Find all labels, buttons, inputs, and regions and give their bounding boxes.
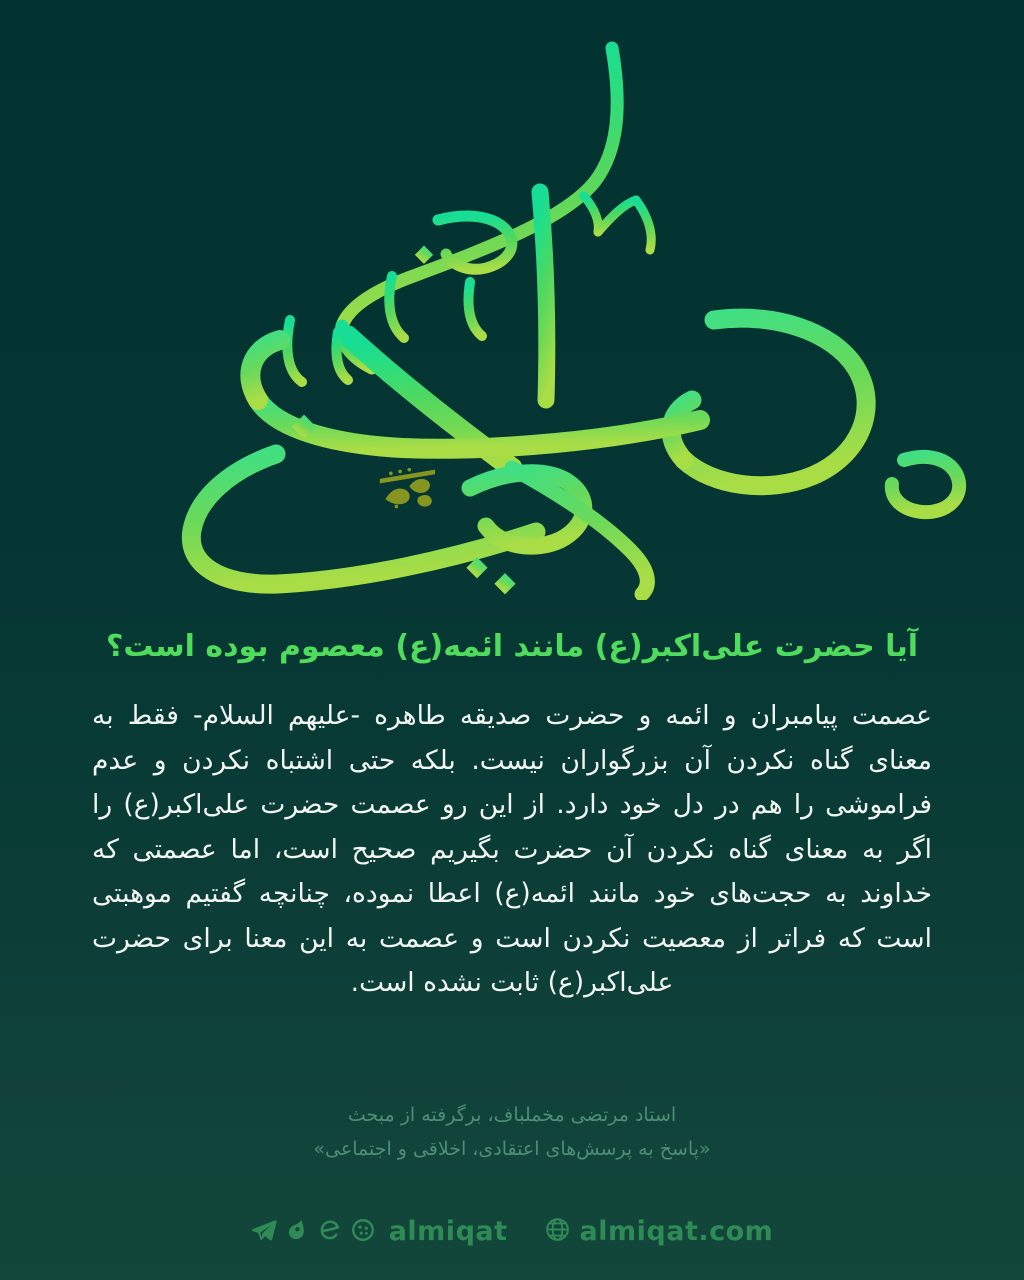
social-handle-label: almiqat xyxy=(388,1216,508,1247)
honorific-mark xyxy=(380,468,435,508)
body-paragraph: عصمت پیامبران و ائمه و حضرت صدیقه طاهره -علیهم السلام- فقط به معنای گناه نکردن آن بزرگواران نیست. بلکه حتی اشتباه نکردن و عدم فراموشی را هم در دل خود دارد. از این رو عصمت حضرت علی‌اکبر(ع) را اگر به معنای گناه نکردن آن حضرت بگیریم صحیح است، اما عصمتی که خداوند به حجت‌های خود مانند ائمه(ع) اعطا نموده، چنانچه گفتیم موهبتی است که فراتر از معصیت نکردن است و عصمت به این معنا برای حضرت علی‌اکبر(ع) ثابت نشده است. xyxy=(92,700,932,998)
globe-icon xyxy=(544,1216,571,1247)
social-handle[interactable] xyxy=(251,1216,508,1247)
social-icon-list xyxy=(251,1217,376,1247)
attribution-line-1: استاد مرتضی مخملباف، برگرفته از مبحث xyxy=(347,1104,677,1126)
bale-icon[interactable] xyxy=(284,1217,310,1247)
attribution-line-2: «پاسخ به پرسش‌های اعتقادی، اخلاقی و اجتماعی» xyxy=(313,1138,711,1160)
rubika-icon[interactable] xyxy=(350,1217,376,1247)
telegram-icon[interactable] xyxy=(251,1217,277,1247)
attribution xyxy=(92,1098,932,1166)
page-title: آیا حضرت علی‌اکبر(ع) مانند ائمه(ع) معصوم بوده است؟ xyxy=(106,629,918,664)
footer xyxy=(0,1216,1024,1247)
website-label: almiqat.com xyxy=(579,1216,774,1247)
article-body xyxy=(92,694,932,1006)
eitaa-icon[interactable] xyxy=(317,1217,343,1247)
ali-akbar-calligraphy xyxy=(0,20,1024,600)
website-link[interactable] xyxy=(544,1216,774,1247)
